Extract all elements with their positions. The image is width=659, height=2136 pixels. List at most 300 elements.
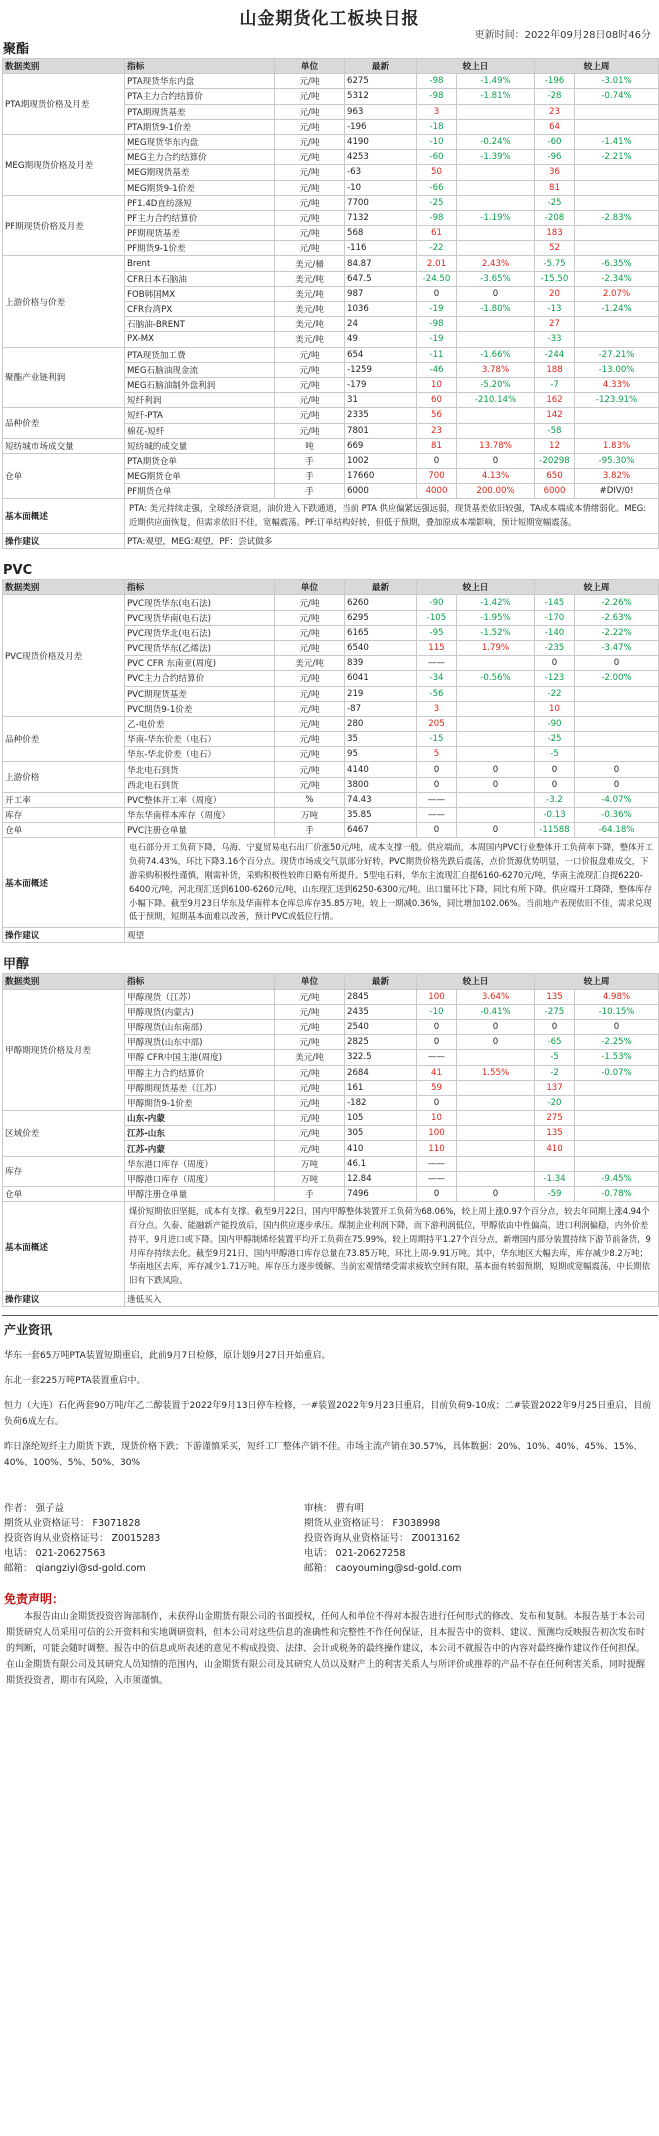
signature-block bbox=[0, 1501, 659, 1576]
indicator-cell: PF1.4D直纺涤短 bbox=[125, 195, 275, 210]
news-item: 昨日涤纶短纤主力期货下跌，现货价格下跌；下游谨慎采买，短纤工厂整体产销不佳。市场主流产销在30.57%，具体数据：20%、10%、40%、45%、15%、40%、100%、5%、50%、30% bbox=[4, 1442, 643, 1469]
daily-change: 0 bbox=[417, 1019, 457, 1034]
latest-value: 161 bbox=[345, 1080, 417, 1095]
daily-change-pct: -3.65% bbox=[457, 271, 535, 286]
table-row bbox=[3, 195, 659, 210]
unit-cell: 万吨 bbox=[275, 1171, 345, 1186]
latest-value: 35 bbox=[345, 732, 417, 747]
section-heading: 聚酯 bbox=[3, 42, 30, 57]
daily-change-pct: 4.13% bbox=[457, 469, 535, 484]
advice-label: 操作建议 bbox=[3, 1291, 125, 1306]
unit-cell: 元/吨 bbox=[275, 74, 345, 89]
indicator-cell: 乙-电价差 bbox=[125, 716, 275, 731]
latest-value: 105 bbox=[345, 1111, 417, 1126]
daily-change-pct: -210.14% bbox=[457, 393, 535, 408]
unit-cell: 元/吨 bbox=[275, 241, 345, 256]
indicator-cell: 甲醇现货(内蒙古) bbox=[125, 1004, 275, 1019]
indicator-cell: PVC现货华南(电石法) bbox=[125, 610, 275, 625]
category-cell: 上游价格与价差 bbox=[3, 256, 125, 347]
daily-change: -46 bbox=[417, 362, 457, 377]
latest-value: 963 bbox=[345, 104, 417, 119]
table-header-row bbox=[3, 580, 659, 595]
table-row bbox=[3, 989, 659, 1004]
indicator-cell: PVC整体开工率（周度） bbox=[125, 792, 275, 807]
daily-change-pct bbox=[457, 226, 535, 241]
daily-change-pct: 0 bbox=[457, 1019, 535, 1034]
daily-change: -18 bbox=[417, 119, 457, 134]
weekly-change-pct: -1.53% bbox=[575, 1050, 659, 1065]
latest-value: -10 bbox=[345, 180, 417, 195]
weekly-change: 275 bbox=[535, 1111, 575, 1126]
daily-change: 4000 bbox=[417, 484, 457, 499]
daily-change-pct: 1.55% bbox=[457, 1065, 535, 1080]
fundamentals-text: 电石部分开工负荷下降，乌海、宁夏贸易电石出厂价涨50元/吨，成本支撑一般。供应端而，本周国内PVC行业整体开工负荷率下降，整体开工负荷74.43%，环比下降3.16个百分点。现货市场成交气氛部分好转，PVC期货价格先跌后震荡，点价货源优势明显，一口价报盘难成交，下游采购积极性谨慎，刚需补货，采购积极性较昨日略有所提升。5型电石料，华东主流现汇自提6160-6270元/吨，华南主流现汇自提6220-6400元/吨，河北现汇送到6100-6260元/吨，山东现汇送到6250-6300元/吨。出口量环比下降，同比有所下降。供应端开工降降，整体库存小幅下降。截至9月23日华东及华南样本仓库总库存35.85万吨，较上一期减0.36%，同比增加102.06%。当前地产表现依旧不佳，需求兑现低于预期，短期基本面难以改善，预计PVC或低位行情。 bbox=[125, 838, 659, 928]
latest-value: -182 bbox=[345, 1095, 417, 1110]
unit-cell: 元/吨 bbox=[275, 195, 345, 210]
latest-value: 6540 bbox=[345, 640, 417, 655]
daily-change-pct: -1.80% bbox=[457, 302, 535, 317]
unit-cell: 元/吨 bbox=[275, 1141, 345, 1156]
reviewer-advisory-license: 投资咨询从业资格证号： Z0013162 bbox=[304, 1533, 461, 1545]
latest-value: 1036 bbox=[345, 302, 417, 317]
latest-value: 219 bbox=[345, 686, 417, 701]
daily-change-pct bbox=[457, 1095, 535, 1110]
daily-change: 59 bbox=[417, 1080, 457, 1095]
weekly-change-pct: -1.24% bbox=[575, 302, 659, 317]
unit-cell: 元/吨 bbox=[275, 180, 345, 195]
indicator-cell: 短纤-PTA bbox=[125, 408, 275, 423]
daily-change-pct bbox=[457, 408, 535, 423]
unit-cell: 元/吨 bbox=[275, 747, 345, 762]
daily-change-pct: 0 bbox=[457, 823, 535, 838]
daily-change-pct: -0.56% bbox=[457, 671, 535, 686]
cat-header: 数据类别 bbox=[3, 59, 125, 74]
weekly-change: -235 bbox=[535, 640, 575, 655]
table-row bbox=[3, 792, 659, 807]
data-table bbox=[2, 579, 659, 943]
latest-value: -116 bbox=[345, 241, 417, 256]
indicator-cell: 江苏-山东 bbox=[125, 1126, 275, 1141]
weekly-change: -2 bbox=[535, 1065, 575, 1080]
daily-change-pct: -1.39% bbox=[457, 150, 535, 165]
weekly-change-pct: 1.83% bbox=[575, 438, 659, 453]
unit-cell: 美元/吨 bbox=[275, 317, 345, 332]
daily-change-pct bbox=[457, 104, 535, 119]
daily-change: 3 bbox=[417, 701, 457, 716]
table-row bbox=[3, 595, 659, 610]
daily-change-pct: -1.52% bbox=[457, 625, 535, 640]
reviewer-phone: 电话： 021-20627258 bbox=[304, 1548, 406, 1560]
vs-week-header: 较上周 bbox=[535, 580, 659, 595]
author-phone: 电话： 021-20627563 bbox=[4, 1548, 106, 1560]
daily-change-pct: -1.95% bbox=[457, 610, 535, 625]
weekly-change: -13 bbox=[535, 302, 575, 317]
industry-news bbox=[0, 1322, 659, 1471]
latest-value: 6041 bbox=[345, 671, 417, 686]
weekly-change: -25 bbox=[535, 732, 575, 747]
indicator-cell: PVC现货华东(电石法) bbox=[125, 595, 275, 610]
category-cell: 库存 bbox=[3, 808, 125, 823]
indicator-cell: MEG现货华东内盘 bbox=[125, 134, 275, 149]
weekly-change-pct: -27.21% bbox=[575, 347, 659, 362]
weekly-change-pct: -2.34% bbox=[575, 271, 659, 286]
indicator-header: 指标 bbox=[125, 974, 275, 989]
reviewer-info bbox=[304, 1501, 564, 1576]
indicator-cell: 华南-华东价差（电石） bbox=[125, 732, 275, 747]
latest-value: 568 bbox=[345, 226, 417, 241]
unit-cell: 元/吨 bbox=[275, 1126, 345, 1141]
latest-value: 987 bbox=[345, 286, 417, 301]
weekly-change: -59 bbox=[535, 1187, 575, 1202]
daily-change: 0 bbox=[417, 1095, 457, 1110]
latest-value: 669 bbox=[345, 438, 417, 453]
latest-value: 410 bbox=[345, 1141, 417, 1156]
unit-cell: 元/吨 bbox=[275, 423, 345, 438]
latest-value: 5312 bbox=[345, 89, 417, 104]
weekly-change-pct: -0.07% bbox=[575, 1065, 659, 1080]
daily-change: —— bbox=[417, 656, 457, 671]
weekly-change: -22 bbox=[535, 686, 575, 701]
table-row bbox=[3, 408, 659, 423]
latest-value: 6467 bbox=[345, 823, 417, 838]
indicator-cell: 甲醇主力合约结算价 bbox=[125, 1065, 275, 1080]
category-cell: 品种价差 bbox=[3, 716, 125, 762]
category-cell: PF期现货价格及月差 bbox=[3, 195, 125, 256]
indicator-cell: 江苏-内蒙 bbox=[125, 1141, 275, 1156]
daily-change-pct bbox=[457, 1050, 535, 1065]
category-cell: 品种价差 bbox=[3, 408, 125, 438]
unit-cell: 元/吨 bbox=[275, 732, 345, 747]
weekly-change: -123 bbox=[535, 671, 575, 686]
daily-change-pct bbox=[457, 701, 535, 716]
latest-value: 2825 bbox=[345, 1035, 417, 1050]
latest-value: 31 bbox=[345, 393, 417, 408]
weekly-change-pct: -2.00% bbox=[575, 671, 659, 686]
weekly-change: 162 bbox=[535, 393, 575, 408]
unit-cell: 元/吨 bbox=[275, 89, 345, 104]
daily-change: 56 bbox=[417, 408, 457, 423]
weekly-change-pct bbox=[575, 423, 659, 438]
fundamentals-label: 基本面概述 bbox=[3, 1202, 125, 1292]
table-row bbox=[3, 256, 659, 271]
weekly-change-pct bbox=[575, 408, 659, 423]
daily-change: 0 bbox=[417, 1187, 457, 1202]
unit-cell: 元/吨 bbox=[275, 1035, 345, 1050]
category-cell: PVC现货价格及月差 bbox=[3, 595, 125, 717]
advice-label: 操作建议 bbox=[3, 534, 125, 549]
category-cell: 区域价差 bbox=[3, 1111, 125, 1157]
vs-week-header: 较上周 bbox=[535, 974, 659, 989]
daily-change-pct bbox=[457, 1080, 535, 1095]
weekly-change-pct bbox=[575, 104, 659, 119]
daily-change: -56 bbox=[417, 686, 457, 701]
indicator-cell: PTA期现货基差 bbox=[125, 104, 275, 119]
indicator-cell: PF期货仓单 bbox=[125, 484, 275, 499]
indicator-cell: 甲醇现货（江苏） bbox=[125, 989, 275, 1004]
daily-change-pct bbox=[457, 119, 535, 134]
weekly-change-pct: -95.30% bbox=[575, 453, 659, 468]
weekly-change: -275 bbox=[535, 1004, 575, 1019]
weekly-change-pct: -2.21% bbox=[575, 150, 659, 165]
latest-value: -196 bbox=[345, 119, 417, 134]
daily-change: -11 bbox=[417, 347, 457, 362]
latest-value: -179 bbox=[345, 377, 417, 392]
daily-change: -10 bbox=[417, 134, 457, 149]
indicator-cell: MEG期货9-1价差 bbox=[125, 180, 275, 195]
daily-change: -105 bbox=[417, 610, 457, 625]
unit-cell: 元/吨 bbox=[275, 1111, 345, 1126]
weekly-change: 0 bbox=[535, 777, 575, 792]
weekly-change: -25 bbox=[535, 195, 575, 210]
daily-change-pct bbox=[457, 1126, 535, 1141]
unit-cell: 元/吨 bbox=[275, 1065, 345, 1080]
daily-change: -98 bbox=[417, 317, 457, 332]
latest-value: 4140 bbox=[345, 762, 417, 777]
weekly-change: 36 bbox=[535, 165, 575, 180]
weekly-change: 81 bbox=[535, 180, 575, 195]
daily-change-pct: -1.66% bbox=[457, 347, 535, 362]
daily-change: 41 bbox=[417, 1065, 457, 1080]
unit-cell: 元/吨 bbox=[275, 150, 345, 165]
advice-label: 操作建议 bbox=[3, 928, 125, 943]
indicator-cell: PVC期现货基差 bbox=[125, 686, 275, 701]
daily-change: 10 bbox=[417, 377, 457, 392]
weekly-change: -0.13 bbox=[535, 808, 575, 823]
cat-header: 数据类别 bbox=[3, 580, 125, 595]
cat-header: 数据类别 bbox=[3, 974, 125, 989]
unit-cell: 元/吨 bbox=[275, 1004, 345, 1019]
indicator-cell: PVC现货华东(乙烯法) bbox=[125, 640, 275, 655]
latest-value: -87 bbox=[345, 701, 417, 716]
unit-cell: 元/吨 bbox=[275, 104, 345, 119]
fundamentals-label: 基本面概述 bbox=[3, 499, 125, 534]
weekly-change: 650 bbox=[535, 469, 575, 484]
unit-cell: 美元/吨 bbox=[275, 656, 345, 671]
author-license: 期货从业资格证号： F3071828 bbox=[4, 1518, 141, 1530]
daily-change-pct bbox=[457, 732, 535, 747]
weekly-change-pct: 0 bbox=[575, 762, 659, 777]
weekly-change-pct bbox=[575, 226, 659, 241]
daily-change: 81 bbox=[417, 438, 457, 453]
weekly-change: -145 bbox=[535, 595, 575, 610]
daily-change: -98 bbox=[417, 210, 457, 225]
weekly-change-pct: #DIV/0! bbox=[575, 484, 659, 499]
weekly-change: -5 bbox=[535, 1050, 575, 1065]
weekly-change: -196 bbox=[535, 74, 575, 89]
latest-value: 2435 bbox=[345, 1004, 417, 1019]
daily-change: -34 bbox=[417, 671, 457, 686]
indicator-cell: PVC注册仓单量 bbox=[125, 823, 275, 838]
indicator-cell: MEG石脑油现金流 bbox=[125, 362, 275, 377]
table-row bbox=[3, 808, 659, 823]
unit-header: 单位 bbox=[275, 580, 345, 595]
weekly-change-pct: -6.35% bbox=[575, 256, 659, 271]
unit-cell: 美元/吨 bbox=[275, 1050, 345, 1065]
weekly-change-pct: -3.01% bbox=[575, 74, 659, 89]
daily-change: 0 bbox=[417, 823, 457, 838]
daily-change-pct: 3.78% bbox=[457, 362, 535, 377]
indicator-cell: CFR台湾PX bbox=[125, 302, 275, 317]
weekly-change-pct: -2.83% bbox=[575, 210, 659, 225]
daily-change-pct bbox=[457, 656, 535, 671]
daily-change: -60 bbox=[417, 150, 457, 165]
indicator-cell: PTA期货仓单 bbox=[125, 453, 275, 468]
daily-change-pct: 13.78% bbox=[457, 438, 535, 453]
weekly-change: 137 bbox=[535, 1080, 575, 1095]
unit-cell: 元/吨 bbox=[275, 165, 345, 180]
daily-change-pct: 200.00% bbox=[457, 484, 535, 499]
indicator-cell: 甲醇 CFR中国主港(周度) bbox=[125, 1050, 275, 1065]
weekly-change: -96 bbox=[535, 150, 575, 165]
weekly-change: 183 bbox=[535, 226, 575, 241]
daily-change-pct bbox=[457, 195, 535, 210]
table-row bbox=[3, 823, 659, 838]
unit-cell: 元/吨 bbox=[275, 989, 345, 1004]
unit-header: 单位 bbox=[275, 59, 345, 74]
vs-prev-header: 较上日 bbox=[417, 974, 535, 989]
weekly-change-pct: -1.41% bbox=[575, 134, 659, 149]
latest-value: 24 bbox=[345, 317, 417, 332]
weekly-change: -20 bbox=[535, 1095, 575, 1110]
author-advisory-license: 投资咨询从业资格证号： Z0015283 bbox=[4, 1533, 161, 1545]
daily-change: -95 bbox=[417, 625, 457, 640]
weekly-change: 135 bbox=[535, 989, 575, 1004]
weekly-change: 188 bbox=[535, 362, 575, 377]
weekly-change-pct: 3.82% bbox=[575, 469, 659, 484]
weekly-change-pct: -2.25% bbox=[575, 1035, 659, 1050]
daily-change: 0 bbox=[417, 286, 457, 301]
daily-change-pct bbox=[457, 686, 535, 701]
latest-value: 4190 bbox=[345, 134, 417, 149]
indicator-cell: MEG期货仓单 bbox=[125, 469, 275, 484]
weekly-change-pct: -64.18% bbox=[575, 823, 659, 838]
data-table bbox=[2, 973, 659, 1307]
indicator-cell: PVC CFR 东南亚(周度) bbox=[125, 656, 275, 671]
weekly-change: 135 bbox=[535, 1126, 575, 1141]
latest-value: -63 bbox=[345, 165, 417, 180]
table-row bbox=[3, 453, 659, 468]
category-cell: PTA期现货价格及月差 bbox=[3, 74, 125, 135]
table-row bbox=[3, 1111, 659, 1126]
latest-value: 7496 bbox=[345, 1187, 417, 1202]
latest-value: 6295 bbox=[345, 610, 417, 625]
weekly-change-pct: -9.45% bbox=[575, 1171, 659, 1186]
daily-change: -98 bbox=[417, 89, 457, 104]
daily-change: 60 bbox=[417, 393, 457, 408]
vs-week-header: 较上周 bbox=[535, 59, 659, 74]
daily-change: -98 bbox=[417, 74, 457, 89]
unit-cell: 元/吨 bbox=[275, 362, 345, 377]
latest-value: 322.5 bbox=[345, 1050, 417, 1065]
unit-cell: 美元/吨 bbox=[275, 286, 345, 301]
advice-text: 观望 bbox=[125, 928, 659, 943]
daily-change-pct: -1.42% bbox=[457, 595, 535, 610]
latest-value: 12.84 bbox=[345, 1171, 417, 1186]
unit-cell: 元/吨 bbox=[275, 610, 345, 625]
weekly-change: -20298 bbox=[535, 453, 575, 468]
indicator-header: 指标 bbox=[125, 59, 275, 74]
daily-change: -90 bbox=[417, 595, 457, 610]
daily-change-pct bbox=[457, 1156, 535, 1171]
latest-value: 6000 bbox=[345, 484, 417, 499]
update-time: 更新时间：2022年09月28日08时46分 bbox=[474, 30, 651, 41]
indicator-cell: 华东华南样本库存（周度） bbox=[125, 808, 275, 823]
unit-cell: 元/吨 bbox=[275, 716, 345, 731]
unit-cell: 元/吨 bbox=[275, 762, 345, 777]
latest-header: 最新 bbox=[345, 59, 417, 74]
weekly-change: 0 bbox=[535, 762, 575, 777]
daily-change: —— bbox=[417, 808, 457, 823]
daily-change-pct bbox=[457, 317, 535, 332]
daily-change: -66 bbox=[417, 180, 457, 195]
weekly-change-pct bbox=[575, 686, 659, 701]
latest-value: 4253 bbox=[345, 150, 417, 165]
latest-value: 2845 bbox=[345, 989, 417, 1004]
fundamentals-row bbox=[3, 1202, 659, 1292]
daily-change-pct: 1.79% bbox=[457, 640, 535, 655]
daily-change-pct: 0 bbox=[457, 777, 535, 792]
weekly-change: -58 bbox=[535, 423, 575, 438]
daily-change-pct bbox=[457, 165, 535, 180]
weekly-change-pct bbox=[575, 1156, 659, 1171]
advice-row bbox=[3, 534, 659, 549]
daily-change-pct: -5.20% bbox=[457, 377, 535, 392]
table-row bbox=[3, 1187, 659, 1202]
weekly-change: 52 bbox=[535, 241, 575, 256]
daily-change-pct: -1.19% bbox=[457, 210, 535, 225]
weekly-change: -28 bbox=[535, 89, 575, 104]
daily-change: 50 bbox=[417, 165, 457, 180]
unit-cell: 手 bbox=[275, 1187, 345, 1202]
daily-change-pct bbox=[457, 241, 535, 256]
weekly-change-pct bbox=[575, 701, 659, 716]
unit-cell: 美元/桶 bbox=[275, 256, 345, 271]
daily-change-pct bbox=[457, 747, 535, 762]
table-row bbox=[3, 347, 659, 362]
daily-change: 100 bbox=[417, 1126, 457, 1141]
unit-cell: 元/吨 bbox=[275, 1019, 345, 1034]
weekly-change: 0 bbox=[535, 656, 575, 671]
daily-change: 5 bbox=[417, 747, 457, 762]
daily-change: -15 bbox=[417, 732, 457, 747]
report-title: 山金期货化工板块日报 bbox=[239, 9, 420, 29]
fundamentals-row bbox=[3, 499, 659, 534]
weekly-change-pct: -0.36% bbox=[575, 808, 659, 823]
table-row bbox=[3, 762, 659, 777]
daily-change: -25 bbox=[417, 195, 457, 210]
latest-value: 6165 bbox=[345, 625, 417, 640]
daily-change: -24.50 bbox=[417, 271, 457, 286]
disclaimer-heading: 免责声明： bbox=[4, 1592, 65, 1607]
reviewer-license: 期货从业资格证号： F3038998 bbox=[304, 1518, 441, 1530]
daily-change: 100 bbox=[417, 989, 457, 1004]
news-item: 华东一套65万吨PTA装置短期重启，此前9月7日检修，原计划9月27日开始重启。 bbox=[4, 1351, 331, 1362]
latest-value: 49 bbox=[345, 332, 417, 347]
latest-value: 2684 bbox=[345, 1065, 417, 1080]
indicator-cell: PVC主力合约结算价 bbox=[125, 671, 275, 686]
advice-text: PTA:观望，MEG:观望，PF：尝试做多 bbox=[125, 534, 659, 549]
weekly-change-pct bbox=[575, 1111, 659, 1126]
section-pta bbox=[0, 42, 659, 549]
daily-change-pct: 2.43% bbox=[457, 256, 535, 271]
unit-cell: 元/吨 bbox=[275, 701, 345, 716]
category-cell: 短纺城市场成交量 bbox=[3, 438, 125, 453]
advice-row bbox=[3, 928, 659, 943]
daily-change: 0 bbox=[417, 1035, 457, 1050]
daily-change: 0 bbox=[417, 777, 457, 792]
daily-change-pct: -1.49% bbox=[457, 74, 535, 89]
daily-change-pct bbox=[457, 180, 535, 195]
